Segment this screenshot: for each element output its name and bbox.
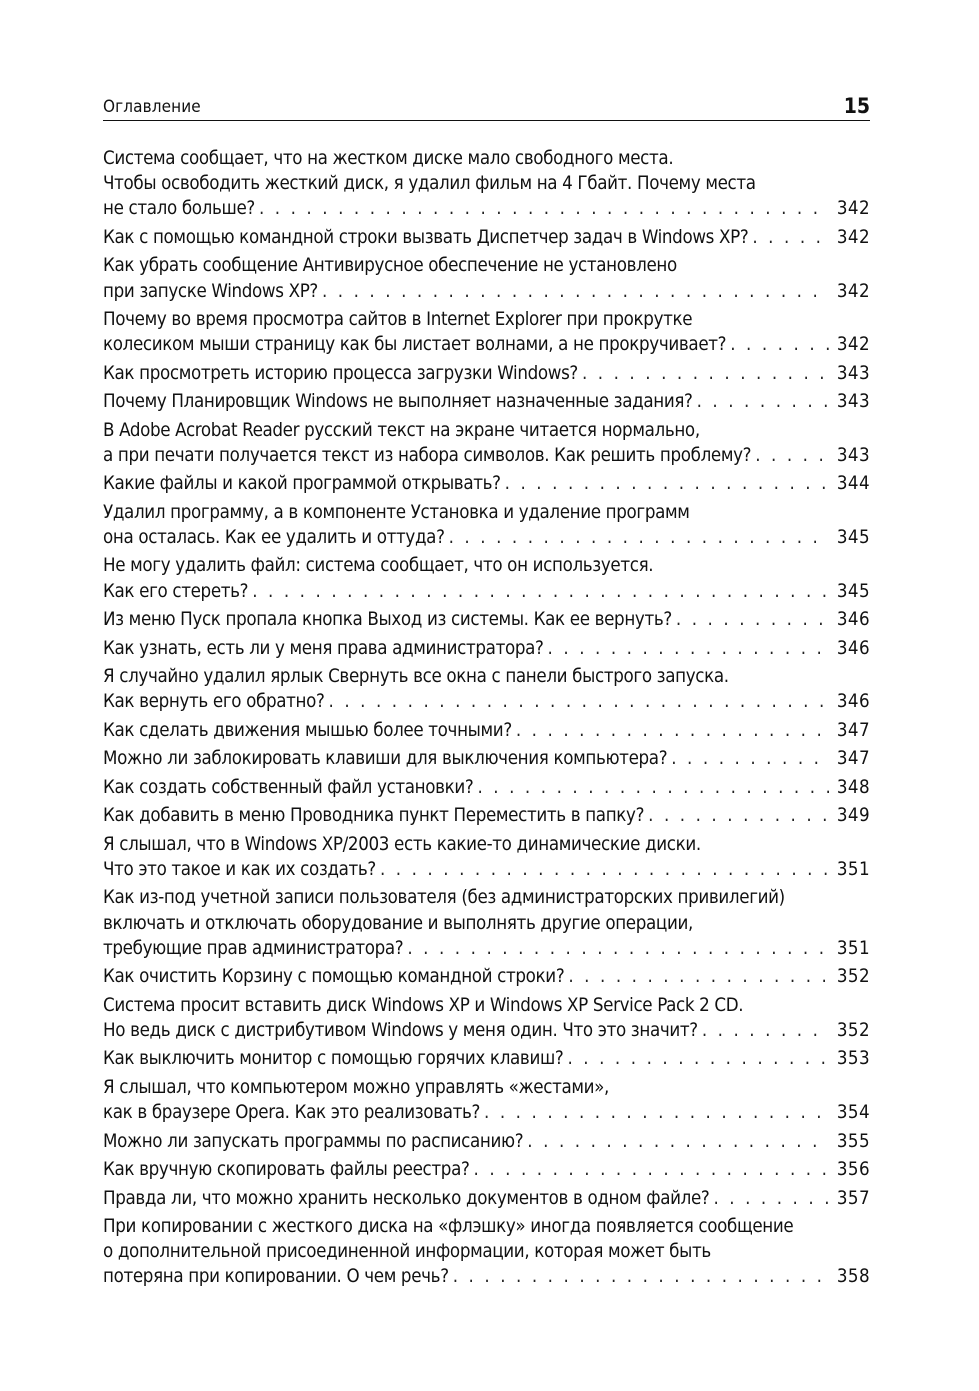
toc-entry-text: Я слышал, что компьютером можно управлять «жестами», (103, 1076, 610, 1098)
dot-leader (748, 225, 829, 250)
toc-entry-last-line (103, 746, 870, 771)
dot-leader (470, 1157, 829, 1182)
toc-entry-page: 356 (836, 1159, 870, 1181)
toc-entry-last-line (103, 689, 870, 714)
toc-entry (103, 146, 870, 222)
toc-entry-text: Система просит вставить диск Windows XP и Windows XP Service Pack 2 CD. (103, 994, 744, 1016)
toc-entry-text: Как убрать сообщение Антивирусное обеспечение не установлено (103, 255, 677, 277)
toc-entry-last-line (103, 775, 870, 800)
toc-entry-line (103, 993, 870, 1018)
toc-entry-page: 342 (836, 334, 870, 356)
dot-leader (672, 607, 829, 632)
toc-entry-text: Можно ли заблокировать клавиши для выключения компьютера? (103, 748, 668, 770)
dot-leader (473, 775, 828, 800)
toc-entry-text: она осталась. Как ее удалить и оттуда? (103, 527, 445, 548)
dot-leader (449, 1264, 829, 1289)
toc-entry-page: 349 (836, 805, 870, 827)
toc-entry (103, 718, 870, 743)
toc-entry (103, 253, 870, 303)
toc-entry-text: Что это такое и как их создать? (103, 858, 376, 880)
toc-entry (103, 471, 870, 496)
toc-entry-text: при запуске Windows XP? (103, 280, 318, 302)
toc-entry-page: 345 (836, 580, 870, 602)
toc-entry-text: Я слышал, что в Windows XP/2003 есть какие-то динамические диски. (103, 833, 701, 855)
toc-entry (103, 885, 870, 961)
dot-leader (709, 1186, 828, 1211)
toc-entry-text: Как очистить Корзину с помощью командной строки? (103, 966, 565, 988)
toc-entry-line (103, 664, 870, 689)
dot-leader (255, 196, 829, 221)
toc-entry-text: Удалил программу, а в компоненте Установка и удаление программ (103, 501, 690, 523)
toc-entry-text: требующие прав администратора? (103, 937, 404, 959)
toc-entry (103, 1186, 870, 1211)
dot-leader (501, 471, 829, 496)
toc-entry-page: 351 (836, 937, 870, 959)
toc-entry (103, 746, 870, 771)
toc-entry-page: 352 (836, 966, 870, 988)
toc-entry-text: Как сделать движения мышью более точными? (103, 719, 512, 741)
toc-entry-last-line (103, 1186, 870, 1211)
toc-entry (103, 775, 870, 800)
toc-entry (103, 1075, 870, 1125)
toc-entry-text: не стало больше? (103, 198, 255, 220)
toc-entry-text: Почему во время просмотра сайтов в Internet Explorer при прокрутке (103, 309, 693, 331)
toc-entry-last-line (103, 803, 870, 828)
toc-entry-line (103, 1239, 870, 1264)
toc-entry-last-line (103, 279, 870, 304)
toc-entry-last-line (103, 964, 870, 989)
toc-entry-last-line (103, 1018, 870, 1043)
toc-entry-page: 343 (836, 391, 870, 413)
toc-entry-last-line (103, 196, 870, 221)
toc-entry-text: Я случайно удалил ярлык Свернуть все окна с панели быстрого запуска. (103, 666, 729, 688)
dot-leader (693, 389, 829, 414)
toc-entry (103, 803, 870, 828)
toc-entry-line (103, 1075, 870, 1100)
toc-entry-page: 357 (836, 1187, 870, 1209)
dot-leader (480, 1100, 829, 1125)
toc-entry-text: потеряна при копировании. О чем речь? (103, 1266, 449, 1288)
dot-leader (248, 579, 829, 604)
toc-entry (103, 225, 870, 250)
toc-entry-text: Как узнать, есть ли у меня права администратора? (103, 637, 544, 659)
toc-entry-line (103, 307, 870, 332)
toc-entry-last-line (103, 443, 870, 468)
toc-entry-text: Какие файлы и какой программой открывать? (103, 473, 501, 495)
toc-entry-last-line (103, 718, 870, 743)
toc-entry-text: Но ведь диск с дистрибутивом Windows у меня один. Что это значит? (103, 1019, 698, 1041)
toc-entry-line (103, 832, 870, 857)
running-header (103, 88, 870, 121)
toc-entry-line (103, 1214, 870, 1239)
toc-entry-page: 344 (836, 473, 870, 495)
dot-leader (523, 1129, 829, 1154)
toc-entry-text: Как выключить монитор с помощью горячих клавиш? (103, 1048, 564, 1070)
toc-entry-text: Система сообщает, что на жестком диске мало свободного места. (103, 148, 674, 169)
toc-entry (103, 636, 870, 661)
dot-leader (726, 332, 829, 357)
toc-entry-last-line (103, 579, 870, 604)
toc-entry-last-line (103, 1100, 870, 1125)
toc-entry-line (103, 171, 870, 196)
dot-leader (512, 718, 829, 743)
toc-entry (103, 664, 870, 714)
toc-entry-text: В Adobe Acrobat Reader русский текст на экране читается нормально, (103, 419, 700, 441)
toc-entry-page: 342 (836, 198, 870, 220)
toc-entry-page: 346 (836, 637, 870, 659)
toc-entry-last-line (103, 857, 870, 882)
toc-entry-page: 345 (836, 527, 870, 548)
toc-entry-line (103, 553, 870, 578)
toc-entry-text: Как с помощью командной строки вызвать Диспетчер задач в Windows XP? (103, 226, 749, 248)
toc-entry-page: 351 (836, 858, 870, 880)
toc-entry (103, 993, 870, 1043)
toc-entry-text: Правда ли, что можно хранить несколько документов в одном файле? (103, 1187, 710, 1209)
toc-entry-text: Как вручную скопировать файлы реестра? (103, 1159, 470, 1181)
toc-entry (103, 1214, 870, 1290)
running-header-title: Оглавление (103, 97, 201, 117)
toc-entry-last-line (103, 332, 870, 357)
toc-entry-text: а при печати получается текст из набора символов. Как решить проблему? (103, 444, 752, 466)
toc-entry-last-line (103, 1157, 870, 1182)
toc-entry-page: 353 (836, 1048, 870, 1070)
dot-leader (578, 361, 829, 386)
toc-entry-text: включать и отключать оборудование и выполнять другие операции, (103, 912, 693, 934)
dot-leader (563, 1046, 828, 1071)
toc-entry-page: 343 (836, 362, 870, 384)
toc-entry-text: Как его стереть? (103, 580, 249, 602)
toc-entry-page: 343 (836, 444, 870, 466)
dot-leader (751, 443, 829, 468)
toc-entry (103, 607, 870, 632)
toc-entry-line (103, 253, 870, 278)
toc-entry-text: Как вернуть его обратно? (103, 691, 325, 713)
toc-entry (103, 389, 870, 414)
toc-entry-text: Как создать собственный файл установки? (103, 776, 474, 798)
toc-entry-text: о дополнительной присоединенной информации, которая может быть (103, 1241, 711, 1263)
toc-entry-text: Как просмотреть историю процесса загрузки Windows? (103, 362, 578, 384)
toc-entry-line (103, 911, 870, 936)
dot-leader (325, 689, 829, 714)
dot-leader (403, 936, 829, 961)
toc-entry-last-line (103, 361, 870, 386)
dot-leader (667, 746, 829, 771)
toc-entry-last-line (103, 525, 870, 550)
toc-entry-text: Почему Планировщик Windows не выполняет назначенные задания? (103, 391, 693, 413)
toc-entry (103, 361, 870, 386)
toc-entry-last-line (103, 1264, 870, 1289)
toc-entry-last-line (103, 225, 870, 250)
toc-entry-last-line (103, 471, 870, 496)
toc-entry-last-line (103, 607, 870, 632)
toc-entry-page: 346 (836, 609, 870, 631)
toc-entry (103, 1157, 870, 1182)
toc-entry-page: 358 (836, 1266, 870, 1288)
toc-entry-page: 342 (836, 280, 870, 302)
dot-leader (564, 964, 829, 989)
toc-entry-line (103, 885, 870, 910)
dot-leader (544, 636, 829, 661)
dot-leader (376, 857, 829, 882)
toc-entry (103, 553, 870, 603)
toc-entry-text: Чтобы освободить жесткий диск, я удалил фильм на 4 Гбайт. Почему места (103, 173, 756, 195)
toc-entry-text: Из меню Пуск пропала кнопка Выход из системы. Как ее вернуть? (103, 609, 672, 631)
toc-entry-text: колесиком мыши страницу как бы листает волнами, а не прокручивает? (103, 334, 727, 356)
toc-entry-text: Можно ли запускать программы по расписанию? (103, 1130, 524, 1152)
toc-entry-text: Как добавить в меню Проводника пункт Переместить в папку? (103, 805, 645, 827)
toc-entry (103, 1129, 870, 1154)
toc-entry (103, 1046, 870, 1071)
toc-entry-page: 348 (836, 776, 870, 798)
toc-entry-last-line (103, 936, 870, 961)
toc-entry-text: При копировании с жесткого диска на «флэшку» иногда появляется сообщение (103, 1216, 794, 1238)
toc-entry (103, 500, 870, 550)
toc-entry-line (103, 418, 870, 443)
page-number: 15 (843, 94, 870, 118)
dot-leader (318, 279, 829, 304)
toc-entry-last-line (103, 389, 870, 414)
toc-entry (103, 964, 870, 989)
toc-entry-page: 346 (836, 691, 870, 713)
toc-entry-page: 354 (836, 1102, 870, 1124)
table-of-contents (103, 146, 870, 1293)
toc-entry-last-line (103, 1046, 870, 1071)
toc-entry-text: Как из-под учетной записи пользователя (без администраторских привилегий) (103, 887, 785, 909)
toc-entry (103, 832, 870, 882)
toc-entry-text: как в браузере Opera. Как это реализовать? (103, 1102, 481, 1124)
toc-entry (103, 418, 870, 468)
dot-leader (445, 525, 829, 550)
toc-entry-page: 355 (836, 1130, 870, 1152)
dot-leader (698, 1018, 829, 1043)
toc-entry-text: Не могу удалить файл: система сообщает, что он используется. (103, 555, 654, 577)
toc-entry-line (103, 146, 870, 171)
toc-entry-last-line (103, 636, 870, 661)
dot-leader (644, 803, 829, 828)
toc-entry-last-line (103, 1129, 870, 1154)
toc-entry-page: 352 (836, 1019, 870, 1041)
toc-entry-page: 347 (836, 719, 870, 741)
toc-entry-page: 347 (836, 748, 870, 770)
toc-entry (103, 307, 870, 357)
toc-entry-line (103, 500, 870, 525)
toc-entry-page: 342 (836, 226, 870, 248)
